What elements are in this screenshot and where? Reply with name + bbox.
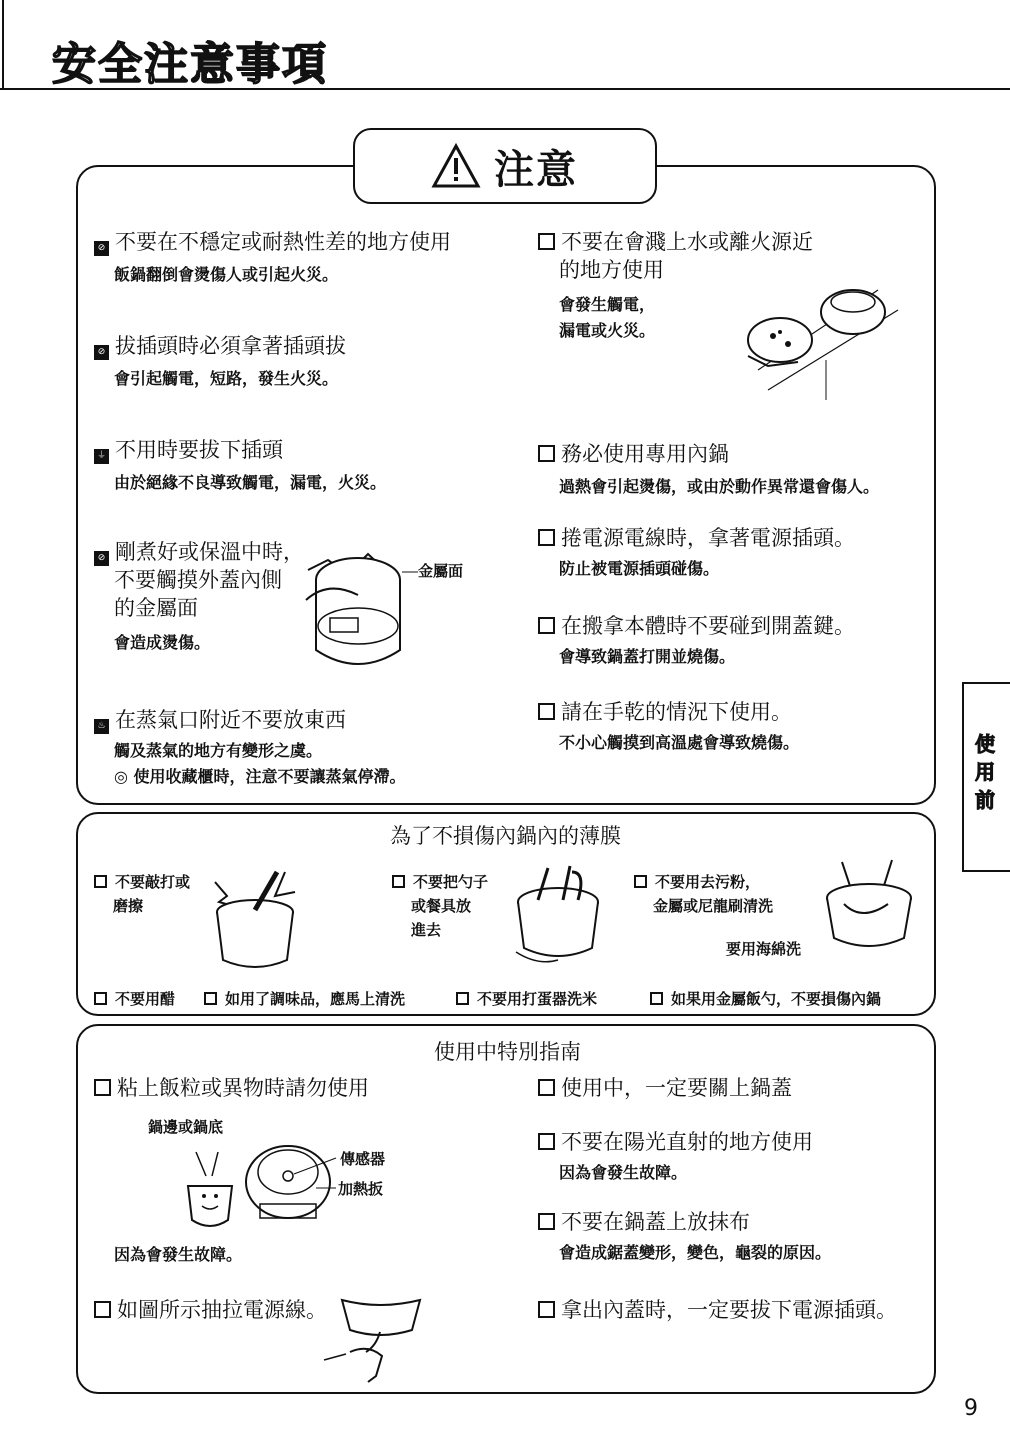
usage-item-close-lid: 使用中，一定要關上鍋蓋 [538, 1074, 792, 1102]
checkbox-icon [538, 1213, 555, 1230]
prohibition-icon: ⊘ [94, 345, 109, 360]
film-panel-title: 為了不損傷內鍋內的薄膜 [390, 824, 621, 848]
usage-item-foreign-matter: 粘上飯粒或異物時請勿使用 [94, 1074, 369, 1102]
pot-utensils-illustration [508, 862, 608, 972]
film-bottom-seasoning: 如用了調味品，應馬上清洗 [204, 988, 405, 1009]
heater-plate-label: 加熱扳 [338, 1180, 384, 1198]
pot-and-sensor-illustration [176, 1132, 346, 1242]
film-bottom-whisk: 不要用打蛋器洗米 [456, 988, 597, 1009]
metal-surface-callout: 金屬面 [418, 562, 464, 580]
checkbox-icon [538, 1079, 555, 1096]
caution-item-lid-button: 在搬拿本體時不要碰到開蓋鍵。 會導致鍋蓋打開並燒傷。 [538, 612, 855, 670]
checkbox-icon [538, 529, 555, 546]
plug-icon: ⏚ [94, 449, 109, 464]
header-vertical-rule [2, 0, 4, 88]
caution-item-unplug-idle: ⏚ 不用時要拔下插頭 由於絕緣不良導致觸電，漏電，火災。 [94, 436, 386, 496]
caution-item-dry-hands: 請在手乾的情況下使用。 不小心觸摸到高溫處會導致燒傷。 [538, 698, 799, 756]
film-item-no-abrasives: 不要用去污粉， 金屬或尼龍刷清洗 [634, 870, 773, 918]
pot-hitting-illustration [205, 862, 305, 972]
film-bottom-metal-ladle: 如果用金屬飯勺，不要損傷內鍋 [650, 988, 881, 1009]
usage-item-sunlight: 不要在陽光直射的地方使用 因為會發生故障。 [538, 1128, 813, 1186]
caution-banner [353, 128, 657, 204]
checkbox-icon [538, 703, 555, 720]
usage-item-remove-inner-lid: 拿出內蓋時，一定要拔下電源插頭。 [538, 1296, 897, 1324]
usage-item-pull-cord: 如圖所示抽拉電源線。 [94, 1296, 327, 1324]
caution-item-unplug-hold: ⊘ 拔插頭時必須拿著插頭拔 會引起觸電，短路，發生火災。 [94, 332, 346, 392]
stove-illustration [728, 270, 898, 400]
prohibition-icon: ⊘ [94, 241, 109, 256]
sponge-note: 要用海綿洗 [726, 940, 802, 958]
checkbox-icon [650, 992, 663, 1005]
caution-item-unstable: ⊘ 不要在不穩定或耐熱性差的地方使用 飯鍋翻倒會燙傷人或引起火災。 [94, 228, 451, 288]
checkbox-icon [538, 617, 555, 634]
page-number: 9 [964, 1396, 978, 1421]
caution-item-cord-wind: 捲電源電線時，拿著電源插頭。 防止被電源插頭碰傷。 [538, 524, 855, 582]
checkbox-icon [538, 445, 555, 462]
usage-item-foreign-matter-desc: 因為會發生故障。 [114, 1245, 243, 1264]
caution-label: 注意 [494, 146, 578, 193]
checkbox-icon [204, 992, 217, 1005]
checkbox-icon [392, 875, 405, 888]
pot-sponge-illustration [822, 858, 916, 958]
caution-item-hot-metal: ⊘ 剛煮好或保溫中時， 不要觸摸外蓋內側 的金屬面 會造成燙傷。 [94, 538, 304, 656]
checkbox-icon [94, 1079, 111, 1096]
film-bottom-vinegar: 不要用醋 [94, 988, 175, 1009]
checkbox-icon [538, 233, 555, 250]
side-tab-label: 使用前 [975, 732, 995, 812]
caution-item-dedicated-pot: 務必使用專用內鍋 過熱會引起燙傷，或由於動作異常還會傷人。 [538, 440, 879, 500]
checkbox-icon [456, 992, 469, 1005]
page-title: 安全注意事項 [52, 39, 328, 90]
prohibition-icon: ⊘ [94, 551, 109, 566]
steam-icon: ♨ [94, 719, 109, 734]
pot-edge-label: 鍋邊或鍋底 [148, 1118, 224, 1136]
caution-item-water-fire: 不要在會濺上水或離火源近 的地方使用 會發生觸電， 漏電或火災。 [538, 228, 813, 344]
header-rule [0, 88, 1010, 90]
rice-cooker-open-illustration [298, 540, 418, 680]
checkbox-icon [634, 875, 647, 888]
sensor-label: 傳感器 [340, 1150, 386, 1168]
warning-triangle-icon [432, 144, 480, 188]
caution-item-steam-vent: ♨ 在蒸氣口附近不要放東西 觸及蒸氣的地方有變形之虞。 ◎ 使用收藏櫃時，注意不要讓蒸氣停滯。 [94, 706, 406, 790]
checkbox-icon [538, 1301, 555, 1318]
film-item-no-utensils: 不要把勺子 或餐具放 進去 [392, 870, 488, 942]
checkbox-icon [94, 992, 107, 1005]
checkbox-icon [94, 875, 107, 888]
checkbox-icon [94, 1301, 111, 1318]
usage-panel-title: 使用中特別指南 [434, 1040, 581, 1064]
usage-item-cloth-on-lid: 不要在鍋蓋上放抹布 會造成鋸蓋變形，變色，龜裂的原因。 [538, 1208, 831, 1266]
checkbox-icon [538, 1133, 555, 1150]
film-item-no-hitting: 不要敲打或 磨擦 [94, 870, 190, 918]
pull-cord-illustration [320, 1296, 430, 1388]
info-icon: ◎ [114, 767, 128, 786]
